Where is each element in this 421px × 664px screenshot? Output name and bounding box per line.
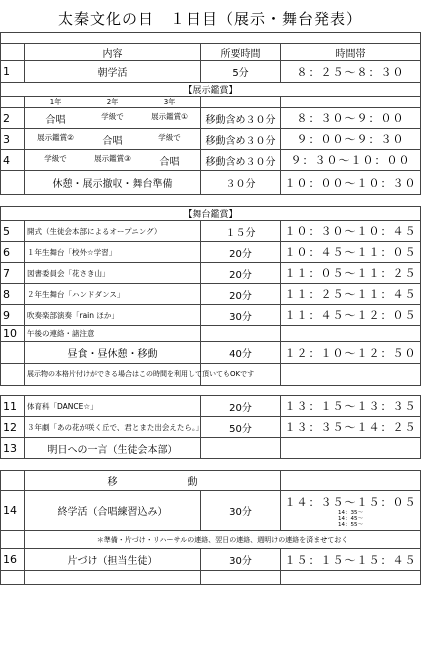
row-number: 14 (1, 491, 25, 531)
lunch-note: 展示物の本格片付けができる場合はこの時間を利用して頂いてもOKです (25, 364, 201, 386)
row-time: ９：３０～１０：００ (281, 150, 421, 171)
row-required: 50分 (201, 417, 281, 438)
table-row (1, 108, 421, 129)
row-required: 20分 (201, 263, 281, 284)
row-number: 4 (1, 150, 25, 171)
grade-header-row (1, 97, 421, 108)
row-time: ８：３０～９：００ (281, 108, 421, 129)
row-required: ３０分 (201, 171, 281, 195)
row-time: １０：００～１０：３０ (281, 171, 421, 195)
table-row (1, 417, 421, 438)
row-content: 午後の連絡・諸注意 (25, 326, 201, 342)
move-label-b: 動 (187, 477, 198, 488)
row-number: 8 (1, 284, 25, 305)
row-content: 図書委員会「花さき山」 (25, 263, 201, 284)
sub-time-3: 14：55～ (338, 521, 363, 528)
row-content: ３年劇「あの花が咲く丘で、君とまた出会えたら。」 (25, 417, 201, 438)
row-content: 片づけ（担当生徒） (25, 549, 201, 571)
row-number: 1 (1, 61, 25, 83)
row-number: 11 (1, 396, 25, 417)
table-row (1, 305, 421, 326)
row-required: 40分 (201, 342, 281, 364)
grade-1-cell: 展示鑑賞② (37, 132, 74, 142)
row-number: 10 (1, 326, 25, 342)
header-required: 所要時間 (201, 44, 281, 61)
page-title: 太秦文化の日 １日目（展示・舞台発表） (57, 10, 362, 28)
grade-2-cell: 展示鑑賞③ (94, 153, 131, 163)
row-time: １１：０５～１１：２５ (281, 263, 421, 284)
row-number: 12 (1, 417, 25, 438)
row-time: ８：２５～８：３０ (281, 61, 421, 83)
table-row (1, 326, 421, 342)
row-content: ２年生舞台「ハンドダンス」 (25, 284, 201, 305)
row-content: 休憩・展示撤収・舞台準備 (25, 171, 201, 195)
row-time: １１：４５～１２：０５ (281, 305, 421, 326)
row-content: 明日への一言（生徒会本部） (25, 438, 201, 459)
table-row (1, 531, 421, 549)
row-time: １２：１０～１２：５０ (281, 342, 421, 364)
row-required: 20分 (201, 396, 281, 417)
grade-3-label: 3年 (163, 98, 176, 106)
row-time: １０：４５～１１：０５ (281, 242, 421, 263)
grade-1-label: 1年 (49, 98, 62, 106)
spacer (1, 195, 421, 207)
row-number: 3 (1, 129, 25, 150)
row-required: １５分 (201, 221, 281, 242)
grade-1-cell: 学級で (44, 153, 67, 163)
table-row (1, 263, 421, 284)
table-row (1, 491, 421, 531)
row-number: 7 (1, 263, 25, 284)
grade-2-cell: 学級で (101, 111, 124, 121)
row-required: 20分 (201, 284, 281, 305)
header-time: 時間帯 (281, 44, 421, 61)
row-content: 吹奏楽部演奏「rain ほか」 (25, 305, 201, 326)
row-required: 移動含め３０分 (201, 150, 281, 171)
row-time: １３：３５～１４：２５ (281, 417, 421, 438)
row-number: 16 (1, 549, 25, 571)
row-required: 30分 (201, 549, 281, 571)
row-time: ９：００～９：３０ (281, 129, 421, 150)
row-content: 昼食・昼休憩・移動 (25, 342, 201, 364)
row-time: １４：３５～１５：０５ (284, 495, 417, 509)
prep-note: ＊準備・片づけ・リハーサルの連絡、翌日の連絡、週明けの連絡を済ませておく (25, 531, 421, 549)
row-number: 5 (1, 221, 25, 242)
table-row (1, 549, 421, 571)
row-number: 6 (1, 242, 25, 263)
row-number: 13 (1, 438, 25, 459)
table-row (1, 171, 421, 195)
row-number: 9 (1, 305, 25, 326)
row-time: １１：２５～１１：４５ (281, 284, 421, 305)
table-row (1, 364, 421, 386)
grade-2-cell: 合唱 (102, 135, 123, 147)
table-row (1, 242, 421, 263)
row-required: 20分 (201, 242, 281, 263)
header-content: 内容 (25, 44, 201, 61)
row-required: 30分 (201, 491, 281, 531)
row-content: 朝学活 (25, 61, 201, 83)
sub-time-1: 14：35～ (338, 509, 363, 516)
row-time: １５：１５～１５：４５ (281, 549, 421, 571)
header-no (1, 44, 25, 61)
row-content: 開式（生徒会本部によるオープニング） (25, 221, 201, 242)
row-time: １３：１５～１３：３５ (281, 396, 421, 417)
row-number: 2 (1, 108, 25, 129)
row-required: 5分 (201, 61, 281, 83)
row-content: 終学活（合唱練習込み） (25, 491, 201, 531)
row-required: 移動含め３０分 (201, 108, 281, 129)
table-row (1, 284, 421, 305)
row-required: 移動含め３０分 (201, 129, 281, 150)
move-row (1, 471, 421, 491)
table-row (1, 342, 421, 364)
row-required: 30分 (201, 305, 281, 326)
table-row (1, 396, 421, 417)
blank-row (1, 33, 421, 44)
spacer (1, 386, 421, 396)
row-time: １０：３０～１０：４５ (281, 221, 421, 242)
section-exhibit: 【展示鑑賞】 (1, 83, 421, 97)
section-stage: 【舞台鑑賞】 (1, 207, 421, 221)
grade-2-label: 2年 (106, 98, 119, 106)
table-row (1, 221, 421, 242)
table-row (1, 61, 421, 83)
table-row (1, 438, 421, 459)
header-row (1, 44, 421, 61)
grade-3-cell: 展示鑑賞① (151, 111, 188, 121)
table-row (1, 129, 421, 150)
grade-1-cell: 合唱 (45, 114, 66, 126)
row-content: １年生舞台「校外☆学習」 (25, 242, 201, 263)
spacer (1, 459, 421, 471)
schedule-table (0, 32, 421, 585)
row-content: 体育科「DANCE☆」 (25, 396, 201, 417)
grade-3-cell: 学級で (158, 132, 181, 142)
grade-3-cell: 合唱 (159, 156, 180, 168)
move-label-a: 移 (107, 477, 118, 488)
table-row (1, 150, 421, 171)
sub-time-2: 14：45～ (338, 515, 363, 522)
